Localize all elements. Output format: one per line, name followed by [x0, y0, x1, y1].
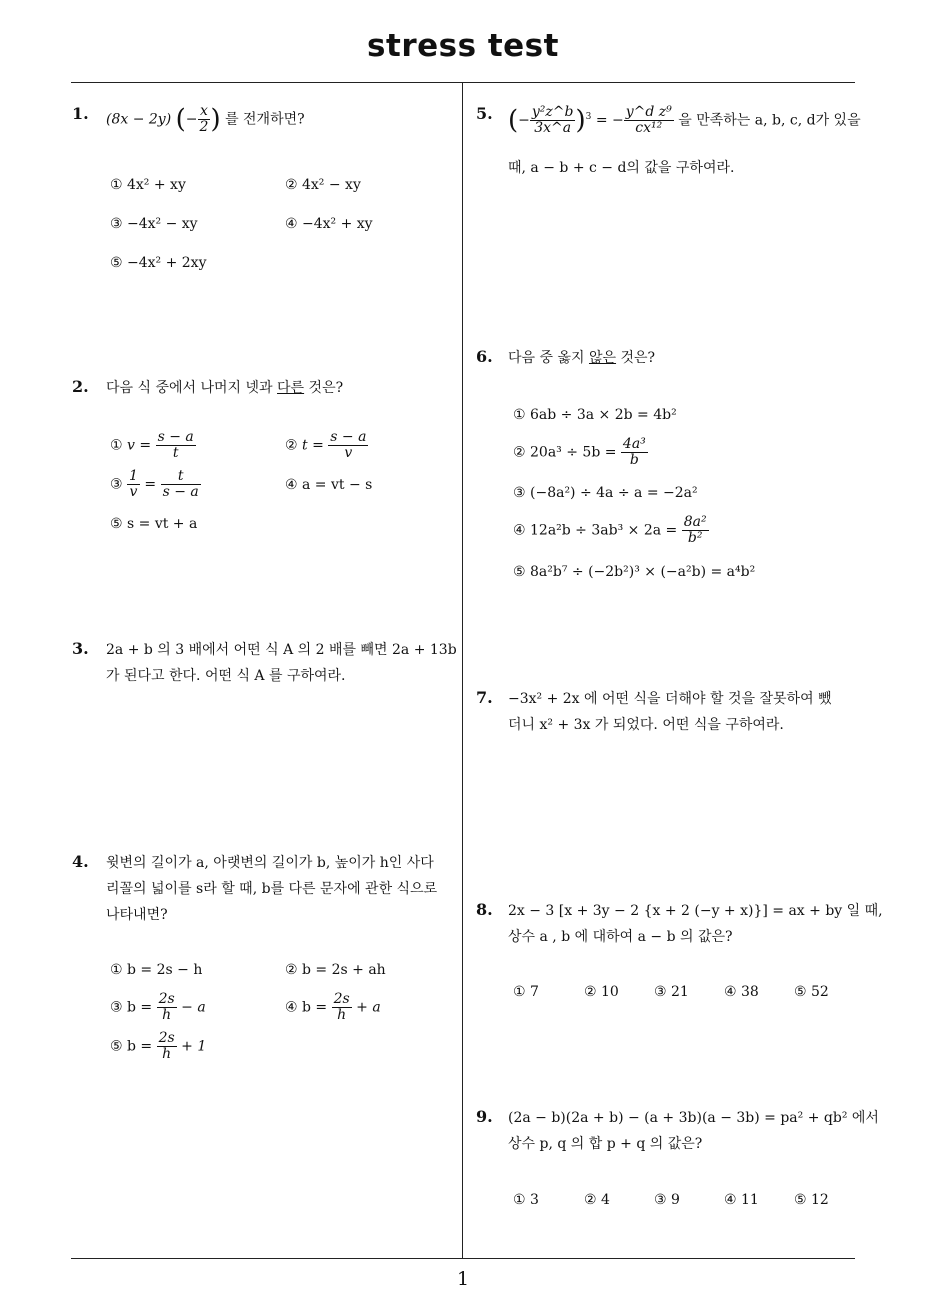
question-1-stem: (8x − 2y) (− $\frac{x}{2}$ ) 를 전개하면?	[106, 103, 305, 135]
question-2-option-4[interactable]: ④ a = vt − s	[285, 477, 373, 493]
bottom-rule	[71, 1258, 855, 1259]
question-2-option-1[interactable]: ① v = $\frac{s - a}{t}$	[110, 429, 194, 461]
question-2-option-3[interactable]: ③ $\frac{1}{v}$ = $\frac{t}{s - a}$	[110, 468, 199, 500]
question-8-option-4[interactable]: ④ 38	[724, 984, 759, 1000]
question-2-option-2[interactable]: ② t = $\frac{s - a}{v}$	[285, 429, 367, 461]
question-8-line-1: 2x − 3 [x + 3y − 2 {x + 2 (−y + x)}] = ax + by 일 때,	[508, 903, 883, 919]
question-9-number: 9.	[476, 1107, 493, 1126]
question-9-option-1[interactable]: ① 3	[513, 1192, 539, 1208]
question-6-option-5[interactable]: ⑤ 8a²b⁷ ÷ (−2b²)³ × (−a²b) = a⁴b²	[513, 564, 756, 580]
page-title: stress test	[367, 28, 559, 64]
question-6-option-3[interactable]: ③ (−8a²) ÷ 4a ÷ a = −2a²	[513, 485, 698, 501]
question-8-line-2: 상수 a , b 에 대하여 a − b 의 값은?	[508, 929, 733, 945]
question-5-line-1: (− $\frac{\text{y²z\textasciicircum{}b}}{3x\^{}a}$ )$^3$ = − $\frac{\text{y\textasciicircum{}d z⁹}}{\text{cx¹²}}$ 을 만족하는 a, b, c, d가 있을	[508, 104, 861, 137]
question-4-line-3: 나타내면?	[106, 907, 168, 923]
question-4-option-1[interactable]: ① b = 2s − h	[110, 962, 203, 978]
question-3-line-2: 가 된다고 한다. 어떤 식 A 를 구하여라.	[106, 668, 346, 684]
question-2-number: 2.	[72, 377, 89, 396]
question-6-option-4[interactable]: ④ 12a²b ÷ 3ab³ × 2a = $\frac{\text{8a²}}{\text{b²}}$	[513, 514, 707, 546]
question-1-option-1[interactable]: ① 4x² + xy	[110, 177, 186, 193]
question-6-stem: 다음 중 옳지 않은 것은?	[508, 350, 656, 366]
question-7-line-1: −3x² + 2x 에 어떤 식을 더해야 할 것을 잘못하여 뺐	[508, 691, 832, 707]
question-7-number: 7.	[476, 688, 493, 707]
question-9-line-2: 상수 p, q 의 합 p + q 의 값은?	[508, 1136, 703, 1152]
question-9-option-5[interactable]: ⑤ 12	[794, 1192, 829, 1208]
question-5-line-2: 때, a − b + c − d의 값을 구하여라.	[508, 160, 735, 176]
question-4-line-2: 리꼴의 넓이를 s라 할 때, b를 다른 문자에 관한 식으로	[106, 881, 438, 897]
page-number: 1	[456, 1268, 470, 1290]
question-8-option-1[interactable]: ① 7	[513, 984, 539, 1000]
question-8-option-2[interactable]: ② 10	[584, 984, 619, 1000]
question-1-number: 1.	[72, 104, 89, 123]
question-4-option-3[interactable]: ③ b = $\frac{2s}{h}$ − a	[110, 991, 206, 1023]
question-4-line-1: 윗변의 길이가 a, 아랫변의 길이가 b, 높이가 h인 사다	[106, 855, 434, 871]
question-2-stem: 다음 식 중에서 나머지 넷과 다른 것은?	[106, 380, 344, 396]
question-9-option-2[interactable]: ② 4	[584, 1192, 610, 1208]
question-1-option-2[interactable]: ② 4x² − xy	[285, 177, 361, 193]
question-4-number: 4.	[72, 852, 89, 871]
column-divider	[462, 83, 463, 1258]
question-6-option-2[interactable]: ② 20a³ ÷ 5b = $\frac{\text{4a³}}{b}$	[513, 436, 646, 468]
question-6-number: 6.	[476, 347, 493, 366]
question-4-option-4[interactable]: ④ b = $\frac{2s}{h}$ + a	[285, 991, 381, 1023]
question-9-option-4[interactable]: ④ 11	[724, 1192, 759, 1208]
question-9-line-1: (2a − b)(2a + b) − (a + 3b)(a − 3b) = pa² + qb² 에서	[508, 1110, 879, 1126]
question-6-option-1[interactable]: ① 6ab ÷ 3a × 2b = 4b²	[513, 407, 677, 423]
question-3-number: 3.	[72, 639, 89, 658]
question-1-option-3[interactable]: ③ −4x² − xy	[110, 216, 198, 232]
question-5-number: 5.	[476, 104, 493, 123]
question-4-option-5[interactable]: ⑤ b = $\frac{2s}{h}$ + 1	[110, 1030, 207, 1062]
question-8-option-5[interactable]: ⑤ 52	[794, 984, 829, 1000]
top-rule	[71, 82, 855, 83]
question-7-line-2: 더니 x² + 3x 가 되었다. 어떤 식을 구하여라.	[508, 717, 784, 733]
question-1-option-4[interactable]: ④ −4x² + xy	[285, 216, 373, 232]
question-8-number: 8.	[476, 900, 493, 919]
question-3-line-1: 2a + b 의 3 배에서 어떤 식 A 의 2 배를 빼면 2a + 13b	[106, 642, 457, 658]
question-1-option-5[interactable]: ⑤ −4x² + 2xy	[110, 255, 207, 271]
question-9-option-3[interactable]: ③ 9	[654, 1192, 680, 1208]
question-4-option-2[interactable]: ② b = 2s + ah	[285, 962, 386, 978]
question-2-option-5[interactable]: ⑤ s = vt + a	[110, 516, 198, 532]
question-8-option-3[interactable]: ③ 21	[654, 984, 689, 1000]
